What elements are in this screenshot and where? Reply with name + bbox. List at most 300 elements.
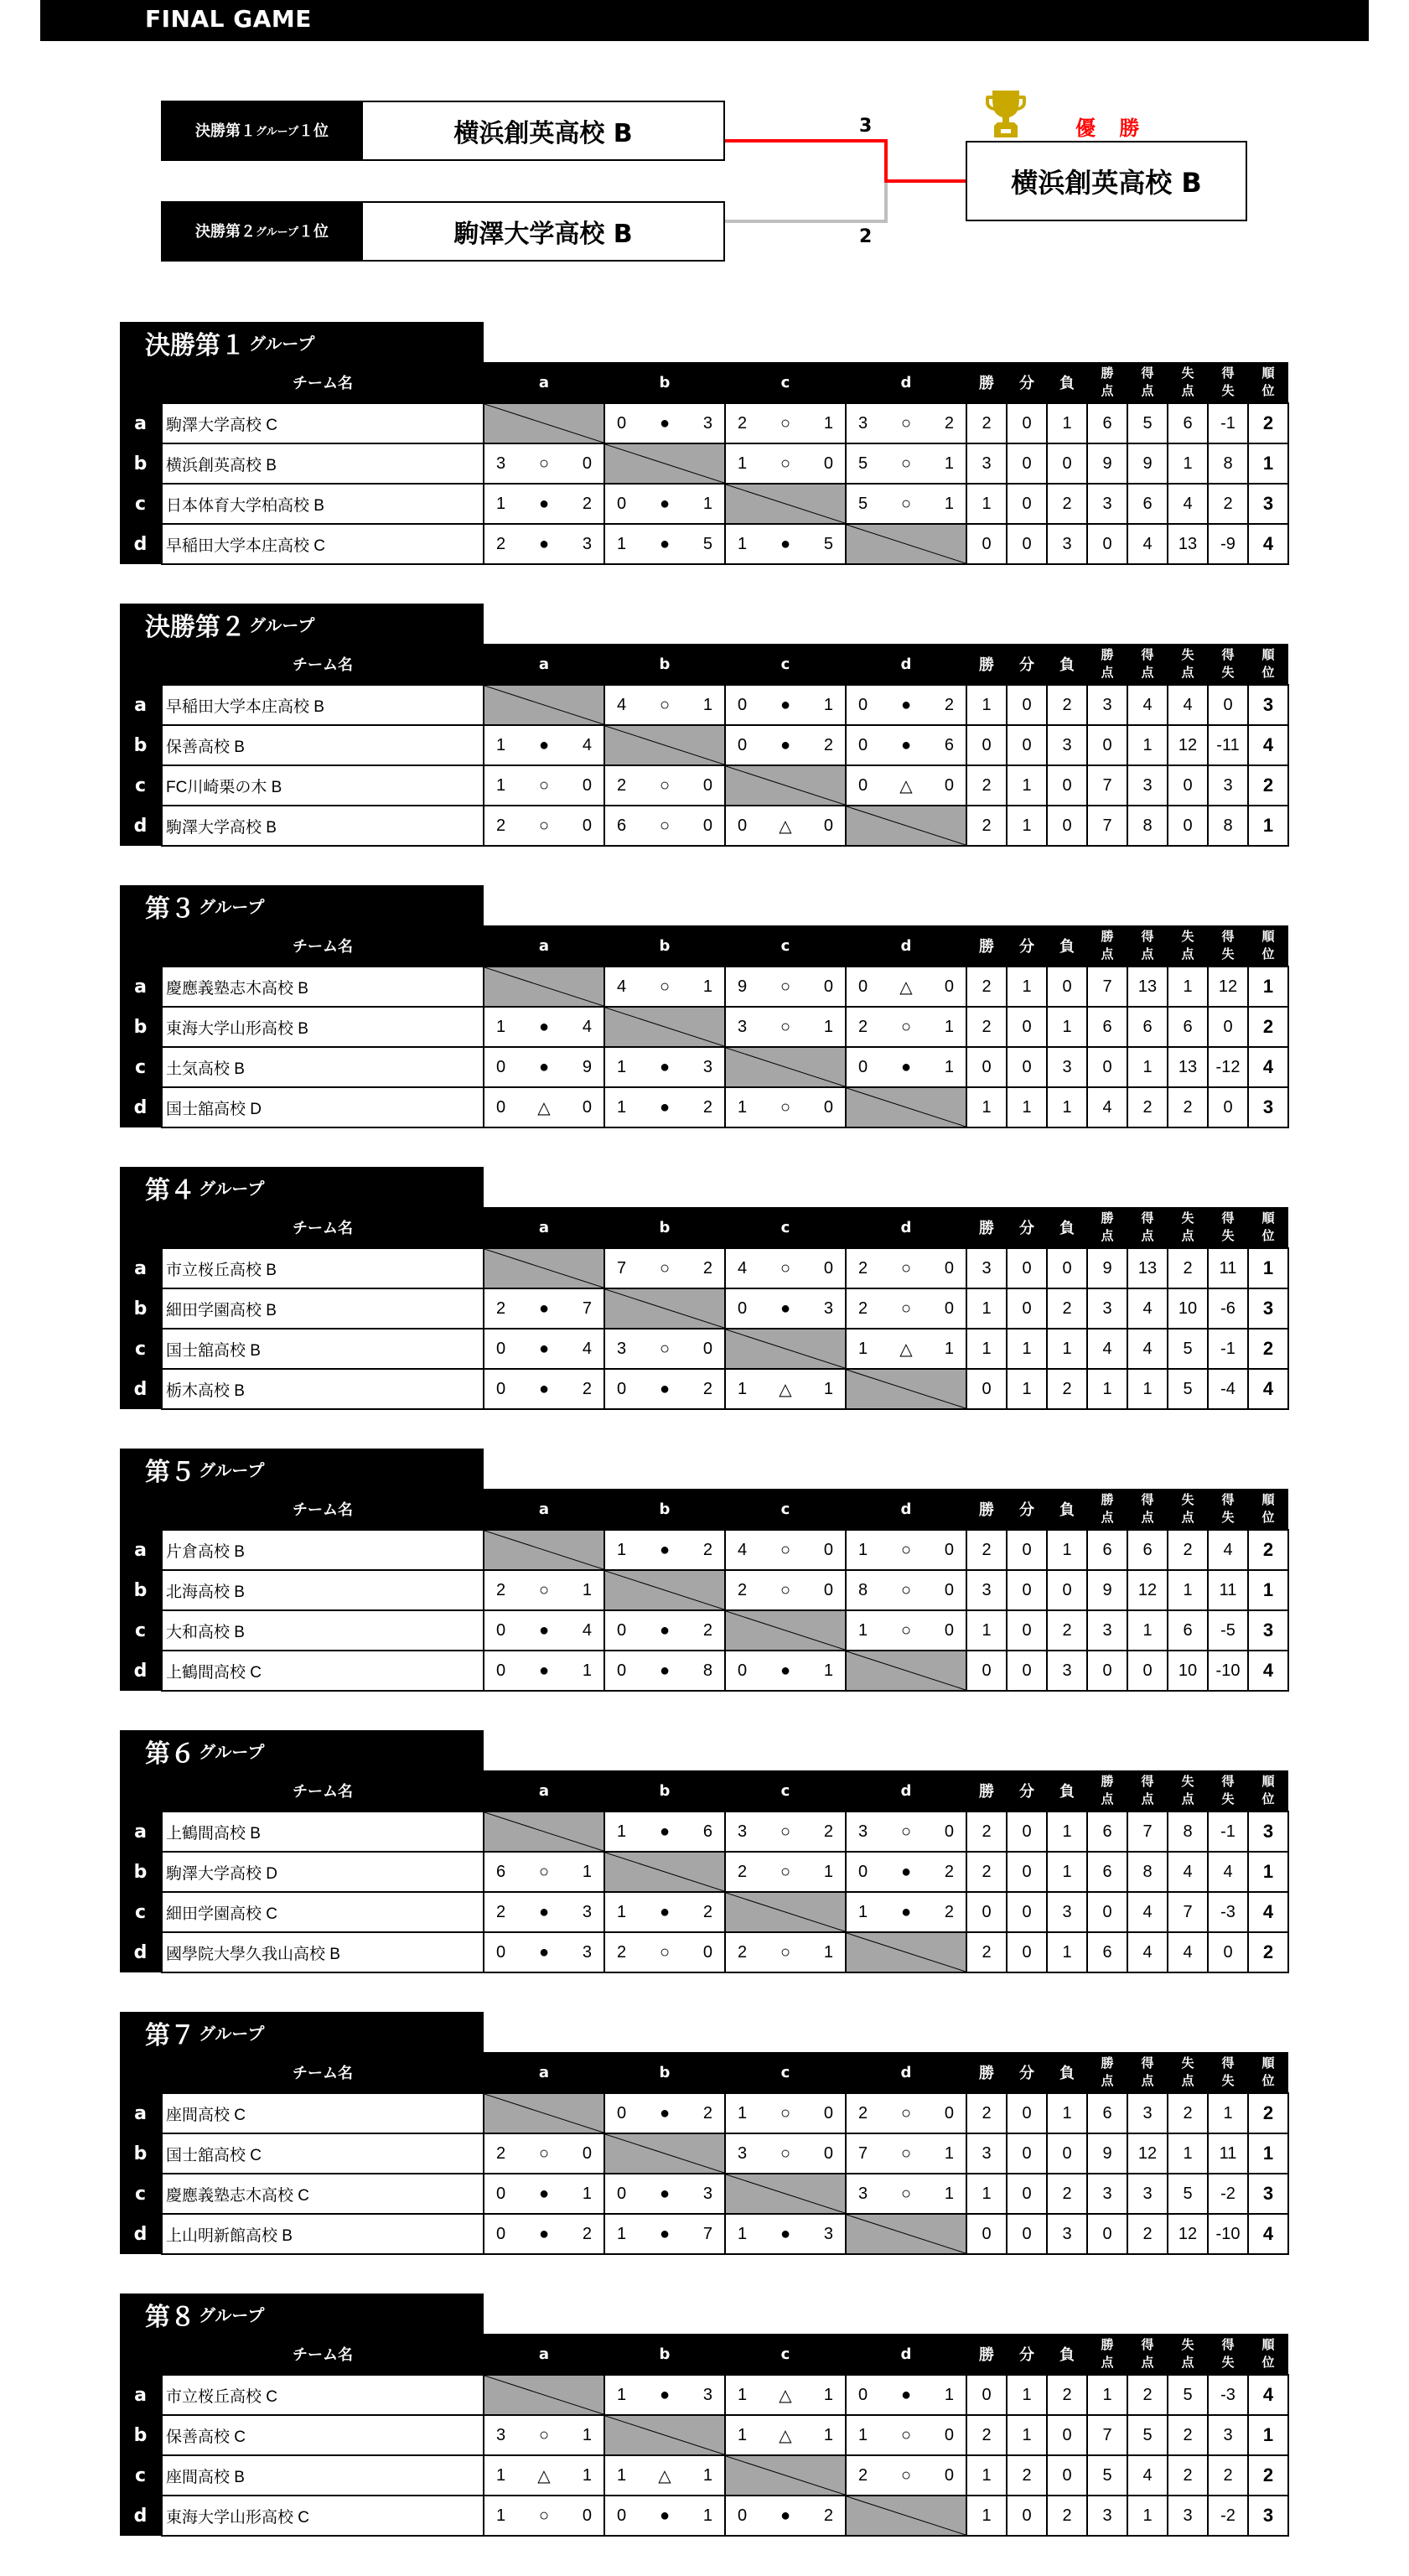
points: 0: [1087, 1047, 1127, 1087]
self-match-cell: [484, 1248, 604, 1288]
diagonal-line: [484, 2094, 603, 2133]
match-result-cell: [484, 1852, 604, 1892]
match-result-cell: [604, 1530, 725, 1570]
wins: 0: [966, 2375, 1007, 2415]
header-goals-for: [1127, 362, 1168, 403]
match-result-cell: [484, 1651, 604, 1691]
table-row: [120, 1811, 1288, 1852]
losses: 3: [1047, 524, 1087, 564]
header-line: 得: [1221, 1774, 1235, 1789]
team-name: 上山明新館高校 B: [162, 2214, 484, 2254]
result-mark-icon: ●: [538, 534, 550, 553]
diagonal-line: [726, 2174, 845, 2213]
score-against: 0: [582, 2506, 592, 2525]
team-name: 大和高校 B: [162, 1610, 484, 1651]
group-title-main: 第６: [145, 1739, 195, 1769]
table-row: [120, 685, 1288, 725]
team-name: 慶應義塾志木高校 C: [162, 2174, 484, 2214]
score-against: 3: [582, 1942, 592, 1962]
draws: 0: [1007, 1892, 1047, 1932]
goals-for: 6: [1127, 1530, 1168, 1570]
header-line: 順: [1261, 1774, 1275, 1789]
self-match-cell: [725, 1610, 846, 1651]
goals-against: 13: [1168, 1047, 1208, 1087]
goal-diff: 0: [1208, 1007, 1248, 1047]
header-line: 失: [1181, 1210, 1194, 1226]
header-line: 位: [1261, 1510, 1275, 1525]
score-against: 0: [944, 1298, 954, 1318]
header-opponent: c: [725, 644, 846, 685]
score-for: 5: [858, 454, 868, 473]
result-mark-icon: ●: [659, 2103, 671, 2122]
header-draw: 分: [1007, 925, 1047, 967]
row-key: a: [120, 1248, 162, 1288]
header-line: 点: [1181, 2355, 1194, 2370]
rank: 4: [1248, 1892, 1288, 1932]
rank: 4: [1248, 1047, 1288, 1087]
result-mark-icon: △: [658, 2466, 671, 2485]
table-row: [120, 1932, 1288, 1972]
match-result-cell: [725, 1369, 846, 1409]
header-line: 失: [1181, 2337, 1194, 2352]
result-mark-icon: △: [779, 2426, 792, 2445]
team-name: 上鶴間高校 B: [162, 1811, 484, 1852]
result-mark-icon: ●: [659, 1379, 671, 1398]
header-points: [1087, 2334, 1127, 2375]
table-header-row: [120, 1207, 1288, 1248]
rank: 3: [1248, 1288, 1288, 1329]
goal-diff: 11: [1208, 1570, 1248, 1610]
score-against: 4: [582, 1339, 592, 1358]
score-for: 0: [738, 1661, 748, 1680]
row-key: d: [120, 524, 162, 564]
result-mark-icon: ○: [900, 2425, 912, 2444]
score-for: 1: [738, 1097, 748, 1117]
group-title-small: グループ: [199, 897, 265, 917]
score-against: 3: [582, 534, 592, 553]
match-result-cell: [846, 2133, 966, 2174]
score-against: 1: [702, 2506, 712, 2525]
result-mark-icon: ●: [659, 413, 671, 433]
header-goals-for: [1127, 1489, 1168, 1530]
header-opponent: d: [846, 1489, 966, 1530]
match-result-cell: [484, 2415, 604, 2455]
losses: 2: [1047, 484, 1087, 524]
score-against: 2: [944, 695, 954, 714]
score-against: 1: [823, 1942, 833, 1962]
team-name: 国士舘高校 D: [162, 1087, 484, 1127]
header-line: 得: [1141, 2337, 1154, 2352]
goals-against: 4: [1168, 1852, 1208, 1892]
score-for: 3: [738, 1017, 748, 1036]
result-mark-icon: ○: [900, 2184, 912, 2203]
goals-for: 4: [1127, 1329, 1168, 1369]
score-for: 0: [496, 1661, 506, 1680]
header-team: チーム名: [162, 2052, 484, 2093]
header-opponent: a: [484, 2334, 604, 2375]
score-for: 2: [738, 1942, 748, 1962]
score-against: 3: [702, 2385, 712, 2404]
score-for: 3: [496, 2425, 506, 2444]
match-result-cell: [604, 1651, 725, 1691]
row-key: d: [120, 1369, 162, 1409]
score-against: 2: [702, 1258, 712, 1278]
goals-for: 2: [1127, 2375, 1168, 2415]
score-for: 2: [738, 413, 748, 433]
bracket-loser-line-vertical: [884, 183, 888, 223]
score-for: 2: [496, 2143, 506, 2163]
losses: 0: [1047, 1248, 1087, 1288]
match-result-cell: [725, 1651, 846, 1691]
score-against: 2: [944, 1862, 954, 1881]
header-points: [1087, 644, 1127, 685]
result-mark-icon: ●: [780, 1298, 791, 1318]
header-goals-against: [1168, 1489, 1208, 1530]
self-match-cell: [846, 1932, 966, 1972]
score-for: 1: [617, 1822, 627, 1841]
score-for: 2: [858, 2103, 868, 2122]
result-mark-icon: ○: [900, 413, 912, 433]
self-match-cell: [484, 403, 604, 443]
result-mark-icon: ○: [538, 2506, 550, 2525]
row-key: b: [120, 1288, 162, 1329]
match-result-cell: [604, 1248, 725, 1288]
goals-for: 4: [1127, 524, 1168, 564]
match-result-cell: [604, 1610, 725, 1651]
match-result-cell: [846, 2415, 966, 2455]
score-for: 2: [496, 534, 506, 553]
losses: 1: [1047, 403, 1087, 443]
match-result-cell: [484, 1087, 604, 1127]
match-result-cell: [725, 2214, 846, 2254]
score-for: 1: [617, 1902, 627, 1921]
score-for: 1: [738, 2425, 748, 2444]
score-for: 4: [738, 1540, 748, 1559]
match-result-cell: [484, 2455, 604, 2496]
header-line: 失: [1221, 383, 1235, 398]
points: 4: [1087, 1329, 1127, 1369]
header-line: 点: [1181, 2073, 1194, 2088]
standings-table: [120, 2052, 1289, 2255]
score-for: 3: [858, 1822, 868, 1841]
header-line: 順: [1261, 1492, 1275, 1507]
goals-for: 4: [1127, 1288, 1168, 1329]
header-goals-against: [1168, 2052, 1208, 2093]
group-title-main: 第４: [145, 1175, 195, 1205]
draws: 0: [1007, 685, 1047, 725]
goals-for: 6: [1127, 484, 1168, 524]
seed-label-end: １位: [298, 223, 329, 241]
rank: 2: [1248, 765, 1288, 806]
match-result-cell: [604, 1892, 725, 1932]
score-against: 0: [823, 977, 833, 996]
match-result-cell: [484, 725, 604, 765]
score-for: 0: [496, 1339, 506, 1358]
wins: 1: [966, 1329, 1007, 1369]
losses: 0: [1047, 967, 1087, 1007]
result-mark-icon: ●: [900, 1057, 912, 1076]
result-mark-icon: ○: [900, 2143, 912, 2163]
table-header-row: [120, 644, 1288, 685]
score-for: 1: [858, 1902, 868, 1921]
score-for: 4: [738, 1258, 748, 1278]
draws: 0: [1007, 1570, 1047, 1610]
result-mark-icon: ○: [659, 695, 671, 714]
goals-for: 1: [1127, 725, 1168, 765]
match-result-cell: [846, 1811, 966, 1852]
result-mark-icon: ○: [538, 816, 550, 835]
diagonal-line: [847, 1088, 966, 1127]
match-result-cell: [846, 1852, 966, 1892]
score-against: 1: [582, 2425, 592, 2444]
header-points: [1087, 1207, 1127, 1248]
match-result-cell: [725, 443, 846, 484]
score-for: 2: [496, 1580, 506, 1599]
rank: 4: [1248, 1651, 1288, 1691]
score-for: 3: [617, 1339, 627, 1358]
losses: 1: [1047, 1087, 1087, 1127]
group-title: [120, 1167, 484, 1208]
header-points: [1087, 362, 1127, 403]
score-against: 0: [582, 1097, 592, 1117]
header-opponent: a: [484, 2052, 604, 2093]
trophy-icon: [986, 91, 1026, 137]
result-mark-icon: ○: [900, 1540, 912, 1559]
group-title: [120, 1730, 484, 1771]
team-name: 座間高校 B: [162, 2455, 484, 2496]
losses: 2: [1047, 2496, 1087, 2536]
result-mark-icon: ●: [538, 1661, 550, 1680]
result-mark-icon: ●: [780, 534, 791, 553]
score-for: 1: [617, 1057, 627, 1076]
match-result-cell: [604, 2496, 725, 2536]
header-opponent: d: [846, 362, 966, 403]
header-opponent: c: [725, 2334, 846, 2375]
losses: 3: [1047, 725, 1087, 765]
score-for: 3: [738, 2143, 748, 2163]
header-line: 得: [1141, 929, 1154, 944]
result-mark-icon: △: [779, 1380, 792, 1399]
self-match-cell: [846, 2496, 966, 2536]
rank: 2: [1248, 1329, 1288, 1369]
header-key: [120, 1489, 162, 1530]
goal-diff: -1: [1208, 1329, 1248, 1369]
header-goals-against: [1168, 644, 1208, 685]
header-line: 点: [1181, 383, 1194, 398]
result-mark-icon: ○: [538, 775, 550, 795]
goals-against: 0: [1168, 806, 1208, 846]
score-for: 2: [858, 2465, 868, 2485]
rank: 3: [1248, 1610, 1288, 1651]
rank: 1: [1248, 2415, 1288, 2455]
table-row: [120, 725, 1288, 765]
row-key: a: [120, 967, 162, 1007]
match-result-cell: [484, 765, 604, 806]
result-mark-icon: ○: [538, 2425, 550, 2444]
team-name: 保善高校 B: [162, 725, 484, 765]
losses: 1: [1047, 1852, 1087, 1892]
points: 3: [1087, 685, 1127, 725]
match-result-cell: [604, 524, 725, 564]
points: 9: [1087, 443, 1127, 484]
goal-diff: -11: [1208, 725, 1248, 765]
score-against: 2: [702, 2103, 712, 2122]
header-line: 得: [1221, 647, 1235, 662]
match-result-cell: [725, 1811, 846, 1852]
team-name: 駒澤大学高校 B: [162, 806, 484, 846]
standings-table: [120, 925, 1289, 1128]
header-line: 失: [1181, 647, 1194, 662]
wins: 1: [966, 685, 1007, 725]
wins: 2: [966, 967, 1007, 1007]
seed-label: [161, 201, 363, 260]
rank: 3: [1248, 1811, 1288, 1852]
score-against: 0: [582, 2143, 592, 2163]
header-opponent: c: [725, 1207, 846, 1248]
goal-diff: -2: [1208, 2174, 1248, 2214]
table-row: [120, 1570, 1288, 1610]
header-opponent: c: [725, 1489, 846, 1530]
score-for: 0: [858, 1862, 868, 1881]
result-mark-icon: △: [537, 2466, 551, 2485]
header-line: 勝: [1101, 1492, 1114, 1507]
row-key: c: [120, 1892, 162, 1932]
header-line: 得: [1141, 1210, 1154, 1226]
losses: 2: [1047, 2174, 1087, 2214]
result-mark-icon: ●: [538, 1902, 550, 1921]
group-title-main: 決勝第１: [145, 330, 246, 360]
wins: 3: [966, 2133, 1007, 2174]
final-seed-2: [161, 201, 725, 262]
match-result-cell: [484, 1610, 604, 1651]
losses: 3: [1047, 1651, 1087, 1691]
wins: 0: [966, 524, 1007, 564]
standings-table: [120, 1770, 1289, 1973]
score-against: 1: [582, 2184, 592, 2203]
team-name: 横浜創英高校 B: [162, 443, 484, 484]
group-title-small: グループ: [199, 1179, 265, 1199]
row-key: d: [120, 1932, 162, 1972]
diagonal-line: [726, 1893, 845, 1931]
table-row: [120, 443, 1288, 484]
header-goal-diff: [1208, 362, 1248, 403]
goals-for: 4: [1127, 2455, 1168, 2496]
match-result-cell: [604, 1329, 725, 1369]
match-result-cell: [484, 524, 604, 564]
header-team: チーム名: [162, 925, 484, 967]
seed-label-end: １位: [298, 122, 329, 140]
header-opponent: d: [846, 1207, 966, 1248]
score-for: 2: [738, 1862, 748, 1881]
table-row: [120, 1530, 1288, 1570]
points: 6: [1087, 2093, 1127, 2133]
points: 0: [1087, 725, 1127, 765]
score-against: 0: [823, 1097, 833, 1117]
score-for: 3: [496, 454, 506, 473]
group-title-small: グループ: [199, 1742, 265, 1762]
header-opponent: a: [484, 1489, 604, 1530]
row-key: d: [120, 806, 162, 846]
row-key: a: [120, 1530, 162, 1570]
score-for: 0: [617, 1620, 627, 1640]
group-table-6: [120, 1730, 1288, 1973]
score-against: 0: [823, 2103, 833, 2122]
match-result-cell: [725, 1087, 846, 1127]
header-line: 位: [1261, 1228, 1275, 1243]
group-title-main: 第７: [145, 2020, 195, 2050]
losses: 0: [1047, 2415, 1087, 2455]
goals-for: 5: [1127, 2415, 1168, 2455]
header-line: 勝: [1101, 1210, 1114, 1226]
score-against: 1: [823, 2425, 833, 2444]
score-for: 3: [738, 1822, 748, 1841]
row-key: b: [120, 2415, 162, 2455]
draws: 0: [1007, 443, 1047, 484]
result-mark-icon: △: [537, 1098, 551, 1117]
header-line: 順: [1261, 647, 1275, 662]
table-header-row: [120, 1489, 1288, 1530]
diagonal-line: [484, 967, 603, 1006]
score-against: 0: [944, 2465, 954, 2485]
score-against: 1: [944, 1017, 954, 1036]
result-mark-icon: ●: [659, 2184, 671, 2203]
score-against: 1: [944, 454, 954, 473]
losses: 1: [1047, 1329, 1087, 1369]
score-against: 0: [823, 816, 833, 835]
score-against: 0: [944, 1822, 954, 1841]
draws: 1: [1007, 1087, 1047, 1127]
score-for: 1: [617, 2465, 627, 2485]
header-opponent: b: [604, 2052, 725, 2093]
goals-against: 4: [1168, 1932, 1208, 1972]
row-key: d: [120, 1651, 162, 1691]
header-line: 点: [1141, 2355, 1154, 2370]
score-against: 2: [944, 1902, 954, 1921]
self-match-cell: [484, 1811, 604, 1852]
table-row: [120, 2093, 1288, 2133]
group-title-small: グループ: [249, 334, 315, 354]
self-match-cell: [604, 1288, 725, 1329]
goals-for: 2: [1127, 1087, 1168, 1127]
score-against: 1: [702, 977, 712, 996]
header-rank: [1248, 1489, 1288, 1530]
header-team: チーム名: [162, 1489, 484, 1530]
wins: 0: [966, 725, 1007, 765]
score-against: 3: [702, 1057, 712, 1076]
points: 6: [1087, 1932, 1127, 1972]
draws: 0: [1007, 2214, 1047, 2254]
header-goals-against: [1168, 2334, 1208, 2375]
goal-diff: 1: [1208, 2093, 1248, 2133]
score-for: 1: [496, 494, 506, 513]
result-mark-icon: ○: [900, 1258, 912, 1278]
group-title-main: 決勝第２: [145, 612, 246, 642]
row-key: a: [120, 2093, 162, 2133]
draws: 1: [1007, 765, 1047, 806]
score-for: 1: [496, 1017, 506, 1036]
wins: 1: [966, 2496, 1007, 2536]
seed-team-name: 横浜創英高校 B: [453, 119, 633, 148]
losses: 2: [1047, 1369, 1087, 1409]
match-result-cell: [846, 1610, 966, 1651]
result-mark-icon: ○: [780, 2103, 791, 2122]
table-row: [120, 967, 1288, 1007]
goals-against: 6: [1168, 1007, 1208, 1047]
draws: 0: [1007, 1852, 1047, 1892]
diagonal-line: [605, 1008, 724, 1046]
goals-against: 2: [1168, 2093, 1208, 2133]
team-name: 保善高校 C: [162, 2415, 484, 2455]
